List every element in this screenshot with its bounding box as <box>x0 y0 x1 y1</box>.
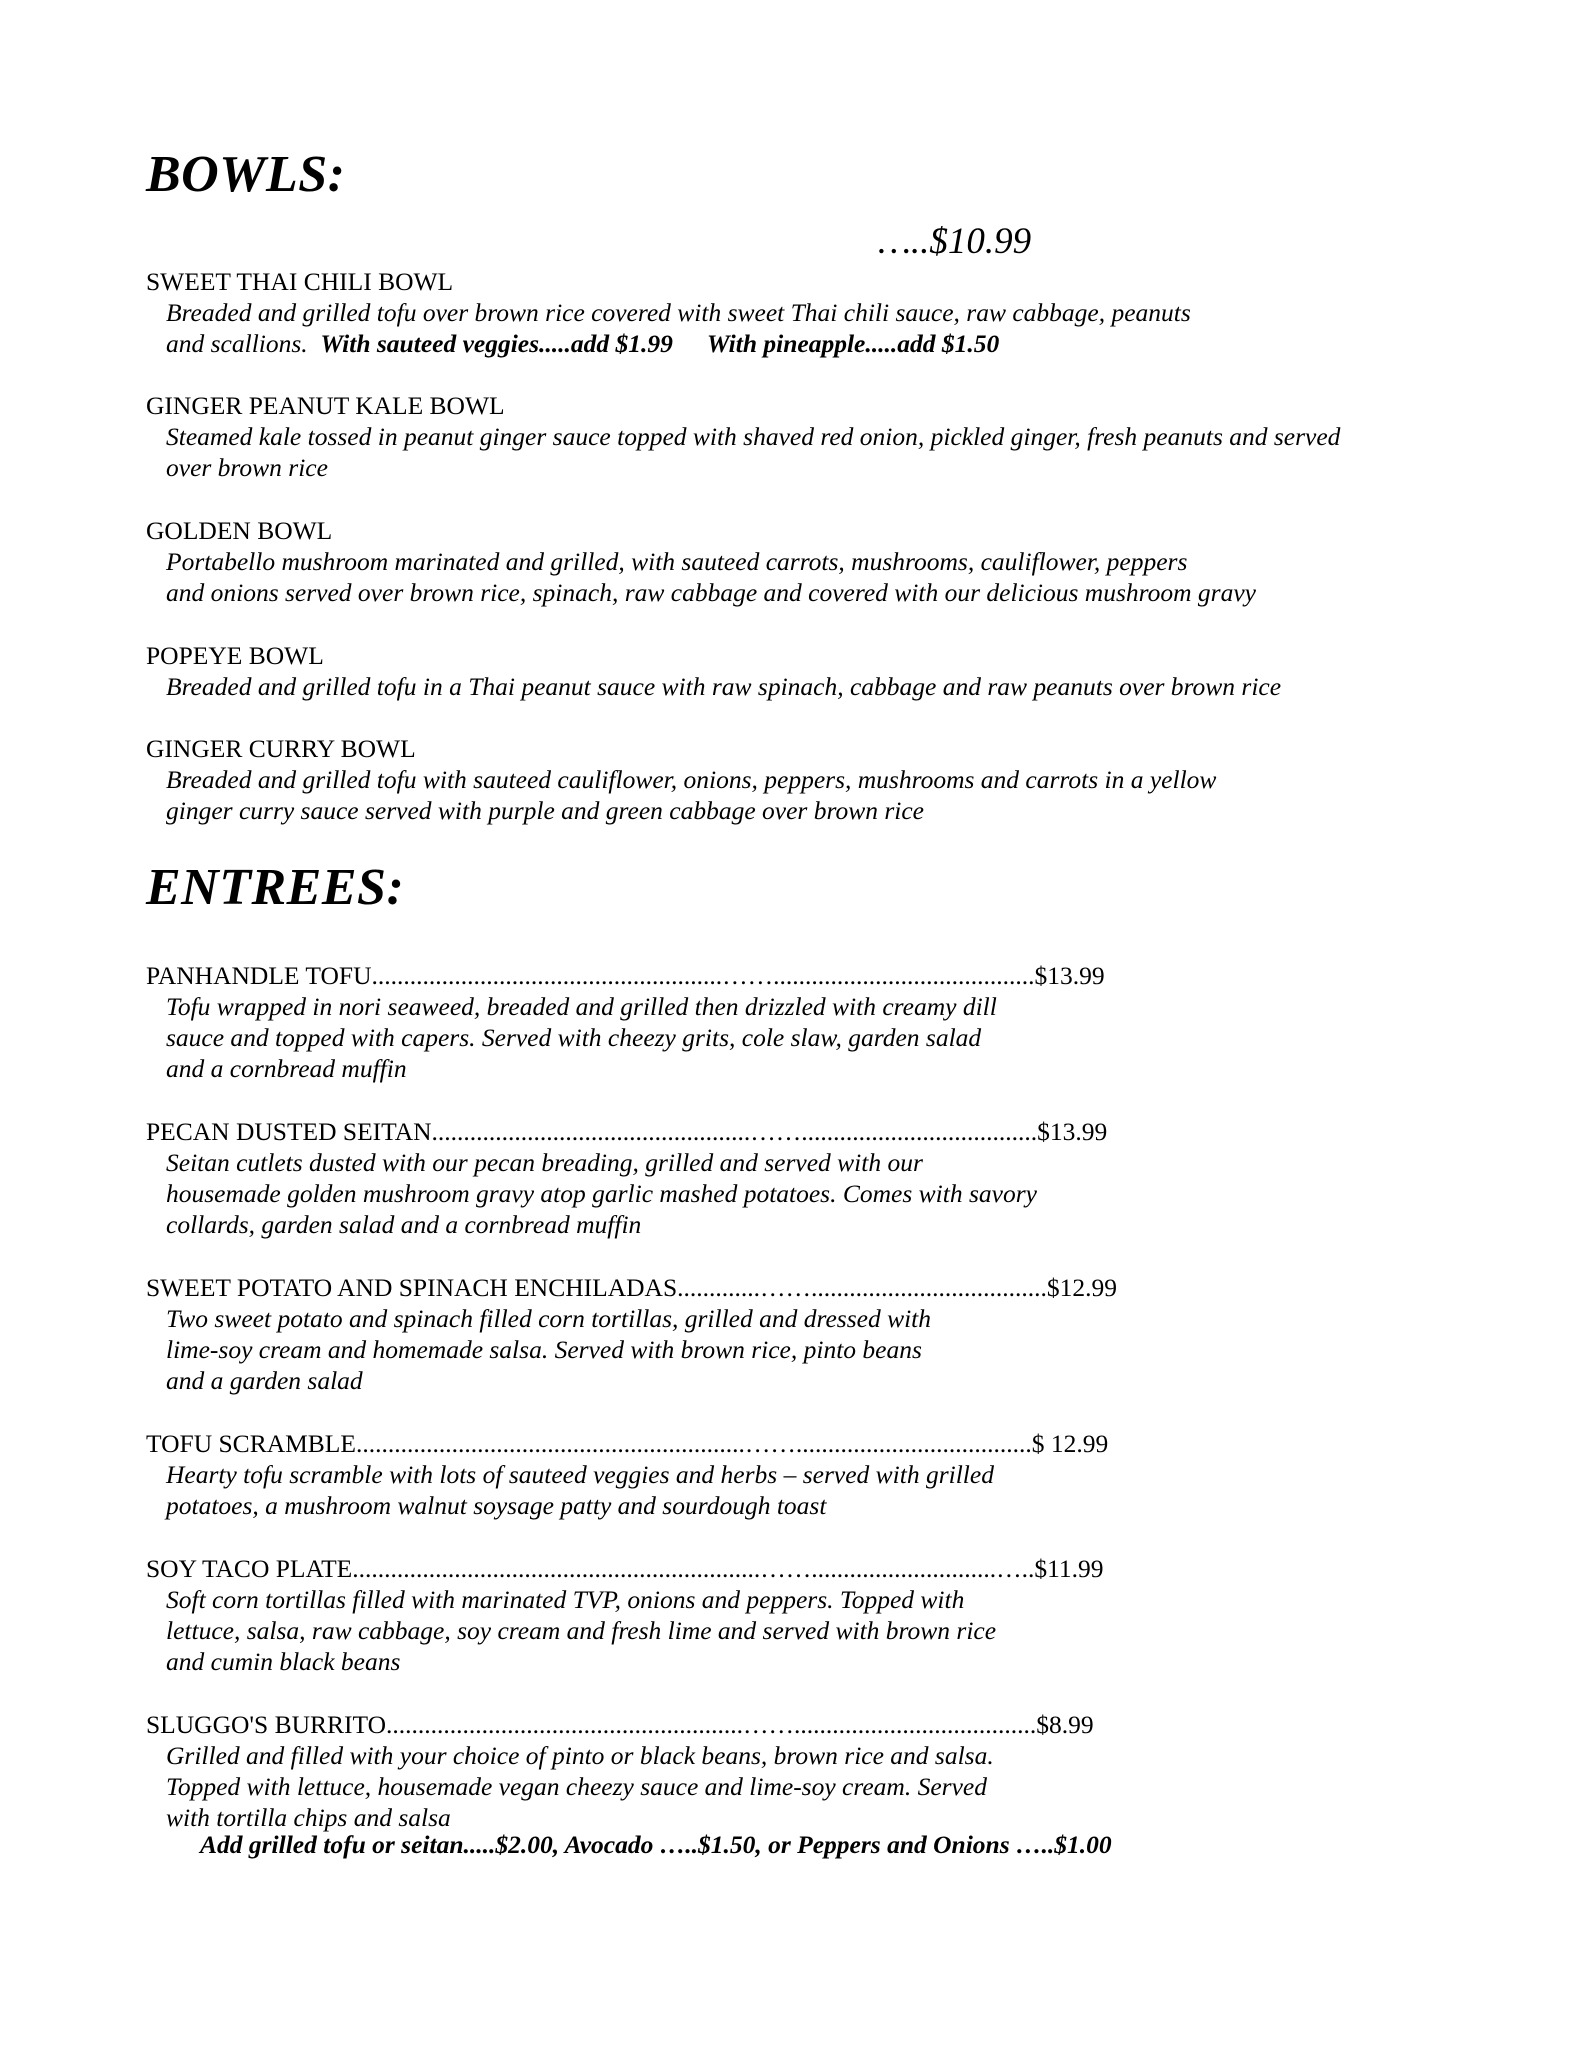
item-description: Steamed kale tossed in peanut ginger sauce topped with shaved red onion, pickled ginger, fresh peanuts and served <box>166 422 1341 451</box>
item-description: Soft corn tortillas filled with marinated TVP, onions and peppers. Topped with <box>166 1585 965 1614</box>
bowl-item <box>146 515 1256 608</box>
entree-item <box>146 1553 1104 1677</box>
item-name: SWEET THAI CHILI BOWL <box>146 267 454 296</box>
item-name: GINGER CURRY BOWL <box>146 734 416 763</box>
entree-item <box>146 1428 1108 1521</box>
item-description <box>146 328 1191 359</box>
item-name: POPEYE BOWL <box>146 641 324 670</box>
item-description: and a cornbread muffin <box>166 1054 407 1083</box>
item-description: lime-soy cream and homemade salsa. Served with brown rice, pinto beans <box>166 1335 922 1364</box>
entree-extras: Add grilled tofu or seitan.....$2.00, Avocado …..$1.50, or Peppers and Onions …..$1.00 <box>200 1830 1112 1859</box>
bowl-item <box>146 390 1340 483</box>
item-description: collards, garden salad and a cornbread muffin <box>166 1210 642 1239</box>
item-name: GOLDEN BOWL <box>146 516 333 545</box>
bowl-item <box>146 733 1216 826</box>
bowl-item <box>146 640 1281 702</box>
item-description: potatoes, a mushroom walnut soysage patty and sourdough toast <box>166 1491 827 1520</box>
entrees-heading: ENTREES: <box>146 859 405 916</box>
item-description: over brown rice <box>166 453 328 482</box>
item-description: sauce and topped with capers. Served with cheezy grits, cole slaw, garden salad <box>166 1023 982 1052</box>
item-description: Grilled and filled with your choice of pinto or black beans, brown rice and salsa. <box>166 1741 994 1770</box>
addon-pineapple: With pineapple.....add $1.50 <box>706 329 1000 358</box>
item-description: and onions served over brown rice, spinach, raw cabbage and covered with our delicious mushroom gravy <box>166 578 1256 607</box>
item-name-price: PECAN DUSTED SEITAN..................................................…….....................................$13.99 <box>146 1117 1108 1146</box>
item-description: Portabello mushroom marinated and grilled, with sauteed carrots, mushrooms, cauliflower, peppers <box>166 547 1188 576</box>
item-description: Topped with lettuce, housemade vegan cheezy sauce and lime-soy cream. Served <box>166 1772 987 1801</box>
entree-item <box>146 1709 1094 1833</box>
item-name-price: TOFU SCRAMBLE.............................................................…….....................................$ 12.99 <box>146 1429 1109 1458</box>
item-description: Hearty tofu scramble with lots of sauteed veggies and herbs – served with grilled <box>166 1460 994 1489</box>
item-name-price: SLUGGO'S BURRITO........................................................……......................................$8.99 <box>146 1710 1094 1739</box>
entree-item <box>146 1116 1107 1240</box>
item-name-price: PANHANDLE TOFU.......................................................…….........................................$13.99 <box>146 961 1105 990</box>
item-description: Two sweet potato and spinach filled corn tortillas, grilled and dressed with <box>166 1304 931 1333</box>
item-description: Tofu wrapped in nori seaweed, breaded and grilled then drizzled with creamy dill <box>166 992 997 1021</box>
item-description: and a garden salad <box>166 1366 363 1395</box>
item-name-price: SWEET POTATO AND SPINACH ENCHILADAS.............…….....................................$12.99 <box>146 1273 1118 1302</box>
item-description: Seitan cutlets dusted with our pecan breading, grilled and served with our <box>166 1148 923 1177</box>
item-description: Breaded and grilled tofu with sauteed cauliflower, onions, peppers, mushrooms and carrots in a yellow <box>166 765 1217 794</box>
item-description: lettuce, salsa, raw cabbage, soy cream and fresh lime and served with brown rice <box>166 1616 997 1645</box>
item-name: GINGER PEANUT KALE BOWL <box>146 391 505 420</box>
item-description: ginger curry sauce served with purple and green cabbage over brown rice <box>166 796 924 825</box>
bowl-item <box>146 266 1191 359</box>
bowls-price: …..$10.99 <box>878 221 1032 262</box>
item-description: with tortilla chips and salsa <box>166 1803 451 1832</box>
item-description: Breaded and grilled tofu over brown rice covered with sweet Thai chili sauce, raw cabbage, peanuts <box>166 298 1191 327</box>
item-description-text: and scallions. <box>166 329 308 358</box>
bowls-heading: BOWLS: <box>146 146 346 203</box>
addon-veggies: With sauteed veggies.....add $1.99 <box>320 329 673 358</box>
item-description: and cumin black beans <box>166 1647 401 1676</box>
entree-item <box>146 960 1105 1084</box>
item-name-price: SOY TACO PLATE................................................................…….............................…..$11.99 <box>146 1554 1104 1583</box>
item-description: Breaded and grilled tofu in a Thai peanut sauce with raw spinach, cabbage and raw peanuts over brown rice <box>166 672 1282 701</box>
entree-item <box>146 1272 1117 1396</box>
item-description: housemade golden mushroom gravy atop garlic mashed potatoes. Comes with savory <box>166 1179 1037 1208</box>
